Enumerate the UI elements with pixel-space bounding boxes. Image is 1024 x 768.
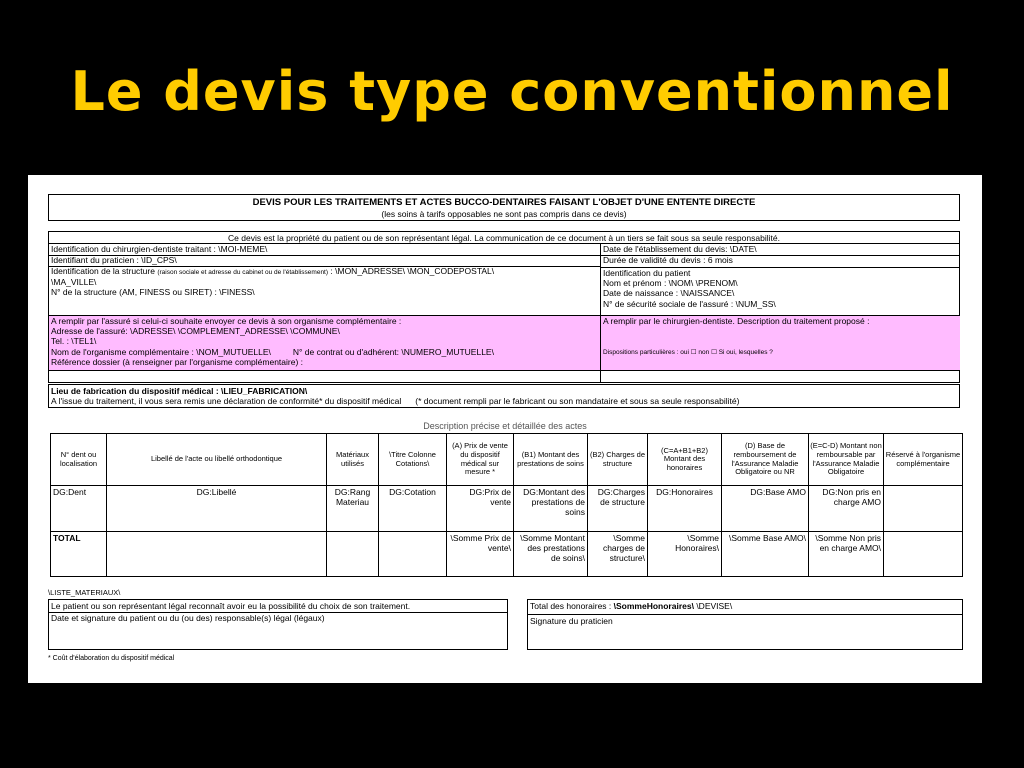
col-complementary: Réservé à l'organisme complémentaire	[884, 434, 963, 486]
cell-total-non-reimbursable: \Somme Non pris en charge AMO\	[809, 532, 884, 577]
acts-header-row	[51, 434, 963, 486]
cell-non-reimbursable: DG:Non pris en charge AMO	[809, 486, 884, 532]
table-row-total	[51, 532, 963, 577]
col-tooth: N° dent ou localisation	[51, 434, 107, 486]
cell-total-empty	[327, 532, 379, 577]
cell-fees: DG:Honoraires	[648, 486, 722, 532]
fabrication-place: Lieu de fabrication du dispositif médical : \LIEU_FABRICATION\	[51, 386, 308, 396]
devis-header-subtitle: (les soins à tarifs opposables ne sont pas compris dans ce devis)	[381, 209, 627, 219]
patient-signature-block	[48, 599, 508, 650]
cell-total-empty	[107, 532, 327, 577]
col-fees: (C=A+B1+B2) Montant des honoraires	[648, 434, 722, 486]
cell-tooth: DG:Dent	[51, 486, 107, 532]
table-row	[51, 486, 963, 532]
col-label: Libellé de l'acte ou libellé orthodontique	[107, 434, 327, 486]
patient-signature-label: Date et signature du patient ou du (ou des) responsable(s) légal (légaux)	[51, 613, 325, 623]
footnote: * Coût d'élaboration du dispositif médical	[48, 655, 175, 662]
col-amo-base: (D) Base de remboursement de l'Assurance Maladie Obligatoire ou NR	[722, 434, 809, 486]
col-care-services: (B1) Montant des prestations de soins	[514, 434, 588, 486]
cell-total-sale-price: \Somme Prix de vente\	[447, 532, 514, 577]
acts-table-title: Description précise et détaillée des actes	[423, 421, 587, 431]
structure-city: \MA_VILLE\	[51, 276, 97, 287]
structure-identification: Identification de la structure (raison sociale et adresse du cabinet ou de l'établissement) : \MON_ADRESSE\ \MON_CODEPOSTAL\	[51, 266, 495, 276]
practitioner-signature-label: Signature du praticien	[530, 616, 613, 626]
cell-structure-charges: DG:Charges de structure	[588, 486, 648, 532]
cell-total-label: TOTAL	[51, 532, 107, 577]
patient-name: Nom et prénom : \NOM\ \PRENOM\	[603, 278, 738, 289]
total-fees-line: Total des honoraires : \SommeHonoraires\ \DEVISE\	[530, 601, 733, 611]
cell-sale-price: DG:Prix de vente	[447, 486, 514, 532]
cell-complementary	[884, 486, 963, 532]
col-sale-price: (A) Prix de vente du dispositif médical sur mesure *	[447, 434, 514, 486]
patient-identification-label: Identification du patient	[603, 268, 691, 278]
cell-total-empty	[379, 532, 447, 577]
col-structure-charges: (B2) Charges de structure	[588, 434, 648, 486]
dossier-reference: Référence dossier (à renseigner par l'organisme complémentaire) :	[51, 356, 304, 367]
devis-date: Date de l'établissement du devis: \DATE\	[603, 244, 757, 254]
special-provisions: Dispositions particulières : oui ☐ non ☐ Si oui, lesquelles ?	[603, 349, 773, 356]
patient-ss-number: N° de sécurité sociale de l'assuré : \NUM_SS\	[603, 298, 776, 309]
cell-label: DG:Libellé	[107, 486, 327, 532]
patient-birthdate: Date de naissance : \NAISSANCE\	[603, 288, 735, 299]
practitioner-signature-block	[527, 599, 963, 650]
devis-header	[48, 194, 960, 221]
col-cotations: \Titre Colonne Cotations\	[379, 434, 447, 486]
devis-validity: Durée de validité du devis : 6 mois	[603, 255, 733, 265]
property-notice: Ce devis est la propriété du patient ou de son représentant légal. La communication de ce document à un tiers se fait sous sa seule responsabilité.	[48, 231, 960, 243]
insured-instructions: A remplir par l'assuré si celui-ci souhaite envoyer ce devis à son organisme complémentaire :	[51, 316, 402, 326]
devis-document	[28, 175, 982, 683]
slide-title: Le devis type conventionnel	[70, 60, 954, 123]
cell-total-care-services: \Somme Montant des prestations de soins\	[514, 532, 588, 577]
insured-phone: Tel. : \TEL1\	[51, 336, 97, 347]
cell-total-fees: \Somme Honoraires\	[648, 532, 722, 577]
cell-total-complementary	[884, 532, 963, 577]
col-materials: Matériaux utilisés	[327, 434, 379, 486]
insurer-line: Nom de l'organisme complémentaire : \NOM_MUTUELLE\ N° de contrat ou d'adhérent: \NUMERO_MUTUELLE\	[51, 346, 494, 357]
cell-cotation: DG:Cotation	[379, 486, 447, 532]
acts-table	[50, 433, 963, 577]
cell-care-services: DG:Montant des prestations de soins	[514, 486, 588, 532]
cell-material: DG:Rang Materiau	[327, 486, 379, 532]
cell-total-amo-base: \Somme Base AMO\	[722, 532, 809, 577]
conformity-notice: A l'issue du traitement, il vous sera remis une déclaration de conformité* du dispositif médical (* document rempli par le fabricant ou son mandataire et sous sa seule responsabilité)	[51, 396, 740, 407]
treatment-choice-ack: Le patient ou son représentant légal reconnaît avoir eu la possibilité du choix de son traitement.	[51, 601, 411, 611]
dentist-identification: Identification du chirurgien-dentiste traitant : \MOI-MEME\	[51, 244, 268, 254]
dentist-treatment-description: A remplir par le chirurgien-dentiste. Description du traitement proposé :	[603, 316, 870, 326]
identification-block	[48, 243, 960, 383]
cell-amo-base: DG:Base AMO	[722, 486, 809, 532]
col-non-reimbursable: (E=C-D) Montant non remboursable par l'Assurance Maladie Obligatoire	[809, 434, 884, 486]
insured-address: Adresse de l'assuré: \ADRESSE\ \COMPLEMENT_ADRESSE\ \COMMUNE\	[51, 326, 340, 337]
practitioner-id: Identifiant du praticien : \ID_CPS\	[51, 255, 177, 265]
structure-number: N° de la structure (AM, FINESS ou SIRET) : \FINESS\	[51, 286, 255, 297]
fabrication-block	[48, 384, 960, 408]
devis-header-title: DEVIS POUR LES TRAITEMENTS ET ACTES BUCCO-DENTAIRES FAISANT L'OBJET D'UNE ENTENTE DIRECTE	[252, 197, 756, 208]
cell-total-structure-charges: \Somme charges de structure\	[588, 532, 648, 577]
materials-list: \LISTE_MATERIAUX\	[48, 588, 121, 597]
